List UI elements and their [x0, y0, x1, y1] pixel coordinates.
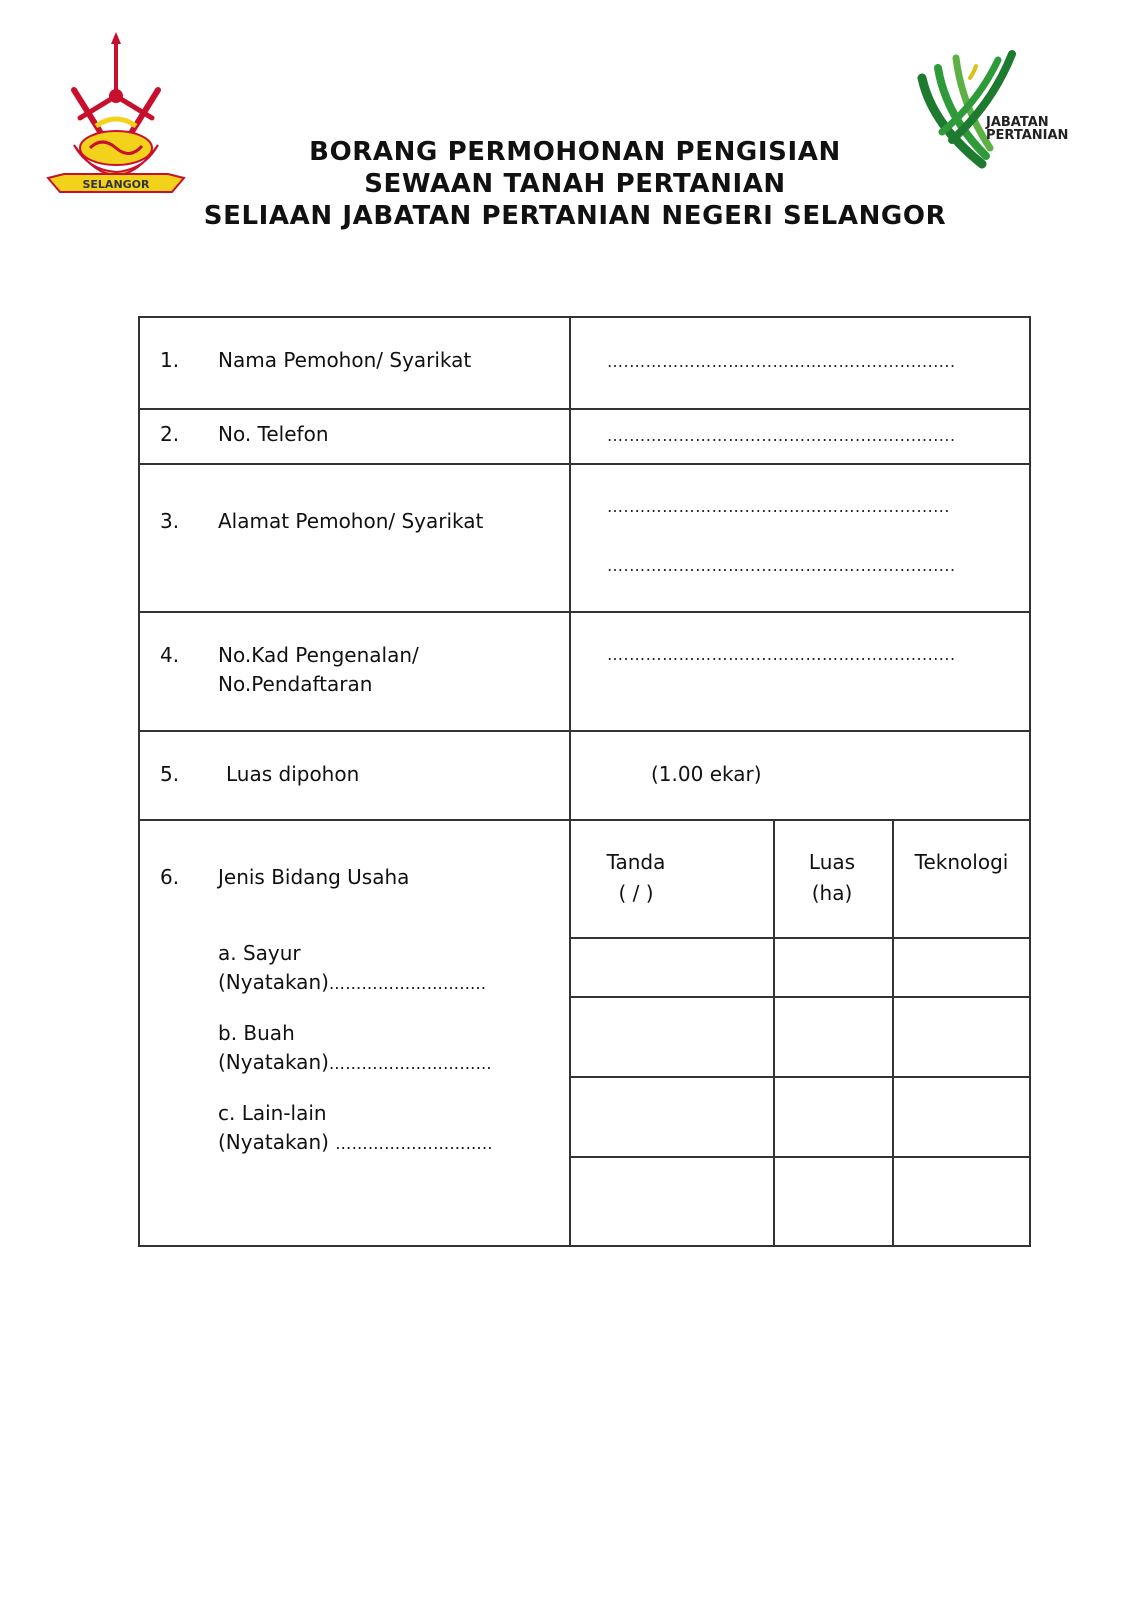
teknologi-header: Teknologi [914, 850, 1009, 874]
row-number: 3. [160, 509, 180, 533]
row-1-label-cell [139, 317, 570, 409]
row-label-alamat: Alamat Pemohon/ Syarikat [218, 509, 484, 533]
alamat-blank-line-1: ….………………….....……………................. [607, 497, 950, 516]
form-row-3 [139, 464, 1030, 612]
row-2-label-cell [139, 409, 570, 464]
tanda-cell-buah[interactable] [570, 997, 774, 1077]
col-header-teknologi [893, 820, 1030, 938]
specify-blank[interactable]: ………………………… [328, 1054, 492, 1073]
teknologi-cell-extra[interactable] [893, 1157, 1030, 1246]
teknologi-cell-sayur[interactable] [893, 938, 1030, 997]
form-row-6-header [139, 820, 1030, 938]
luas-dipohon-value: (1.00 ekar) [651, 762, 762, 786]
luas-cell-lain-lain[interactable] [774, 1077, 893, 1157]
row-label-no-kad-line-1: No.Kad Pengenalan/ [218, 643, 419, 667]
page-title [0, 136, 1130, 232]
row-3-label-cell [139, 464, 570, 612]
item-label-buah: b. Buah [218, 1021, 295, 1045]
no-kad-field[interactable] [570, 612, 1030, 731]
item-label-lain-lain: c. Lain-lain [218, 1101, 327, 1125]
application-form-table [138, 316, 1031, 1247]
row-label-jenis-bidang-usaha: Jenis Bidang Usaha [218, 865, 410, 889]
row-number: 6. [160, 865, 180, 889]
no-kad-blank: ….………………….....…………….................. [607, 645, 956, 664]
col-header-tanda [570, 820, 774, 938]
form-row-5 [139, 731, 1030, 820]
alamat-field[interactable] [570, 464, 1030, 612]
col-header-luas [774, 820, 893, 938]
row-label-no-telefon: No. Telefon [218, 422, 329, 446]
logo-text-jabatan: JABATAN [986, 115, 1049, 130]
item-label-sayur: a. Sayur [218, 941, 301, 965]
item-specify-sayur [218, 968, 486, 998]
luas-dipohon-field [570, 731, 1030, 820]
form-row-2 [139, 409, 1030, 464]
teknologi-cell-lain-lain[interactable] [893, 1077, 1030, 1157]
title-line-2: SEWAAN TANAH PERTANIAN [364, 169, 786, 199]
nama-pemohon-blank: ….………………….....…………….................. [607, 352, 956, 371]
crest-ribbon-text: SELANGOR [82, 178, 150, 191]
row-label-no-kad-line-2: No.Pendaftaran [218, 672, 373, 696]
specify-label: (Nyatakan) [218, 1050, 329, 1074]
tanda-cell-lain-lain[interactable] [570, 1077, 774, 1157]
title-line-1: BORANG PERMOHONAN PENGISIAN [309, 137, 841, 167]
tanda-header-line-2: ( / ) [618, 881, 654, 905]
item-specify-lain-lain [218, 1128, 493, 1158]
luas-cell-sayur[interactable] [774, 938, 893, 997]
teknologi-cell-buah[interactable] [893, 997, 1030, 1077]
specify-blank[interactable]: ……………………..... [328, 974, 487, 993]
row-4-label-cell [139, 612, 570, 731]
row-label-luas-dipohon: Luas dipohon [226, 762, 360, 786]
row-label-nama-pemohon: Nama Pemohon/ Syarikat [218, 348, 472, 372]
nama-pemohon-field[interactable] [570, 317, 1030, 409]
luas-header-line-1: Luas [808, 850, 856, 874]
form-row-1 [139, 317, 1030, 409]
tanda-cell-sayur[interactable] [570, 938, 774, 997]
row-number: 2. [160, 422, 180, 446]
luas-header-line-2: (ha) [811, 881, 853, 905]
no-telefon-field[interactable] [570, 409, 1030, 464]
row-number: 1. [160, 348, 180, 372]
row-number: 5. [160, 762, 180, 786]
title-line-3: SELIAAN JABATAN PERTANIAN NEGERI SELANGOR [203, 201, 947, 231]
row-6-label-cell [139, 820, 570, 1246]
luas-cell-buah[interactable] [774, 997, 893, 1077]
alamat-blank-line-2: ….………………….....…………….................. [607, 556, 956, 575]
luas-cell-extra[interactable] [774, 1157, 893, 1246]
item-specify-buah [218, 1048, 492, 1078]
row-number: 4. [160, 643, 180, 667]
logo-text-pertanian: PERTANIAN [986, 128, 1069, 143]
specify-label: (Nyatakan) [218, 970, 329, 994]
specify-label: (Nyatakan) [218, 1130, 336, 1154]
form-row-4 [139, 612, 1030, 731]
specify-blank[interactable]: ……………………….. [335, 1134, 493, 1153]
tanda-header-line-1: Tanda [606, 850, 666, 874]
row-5-label-cell [139, 731, 570, 820]
tanda-cell-extra[interactable] [570, 1157, 774, 1246]
no-telefon-blank: ….………………….....…………….................. [607, 426, 956, 445]
